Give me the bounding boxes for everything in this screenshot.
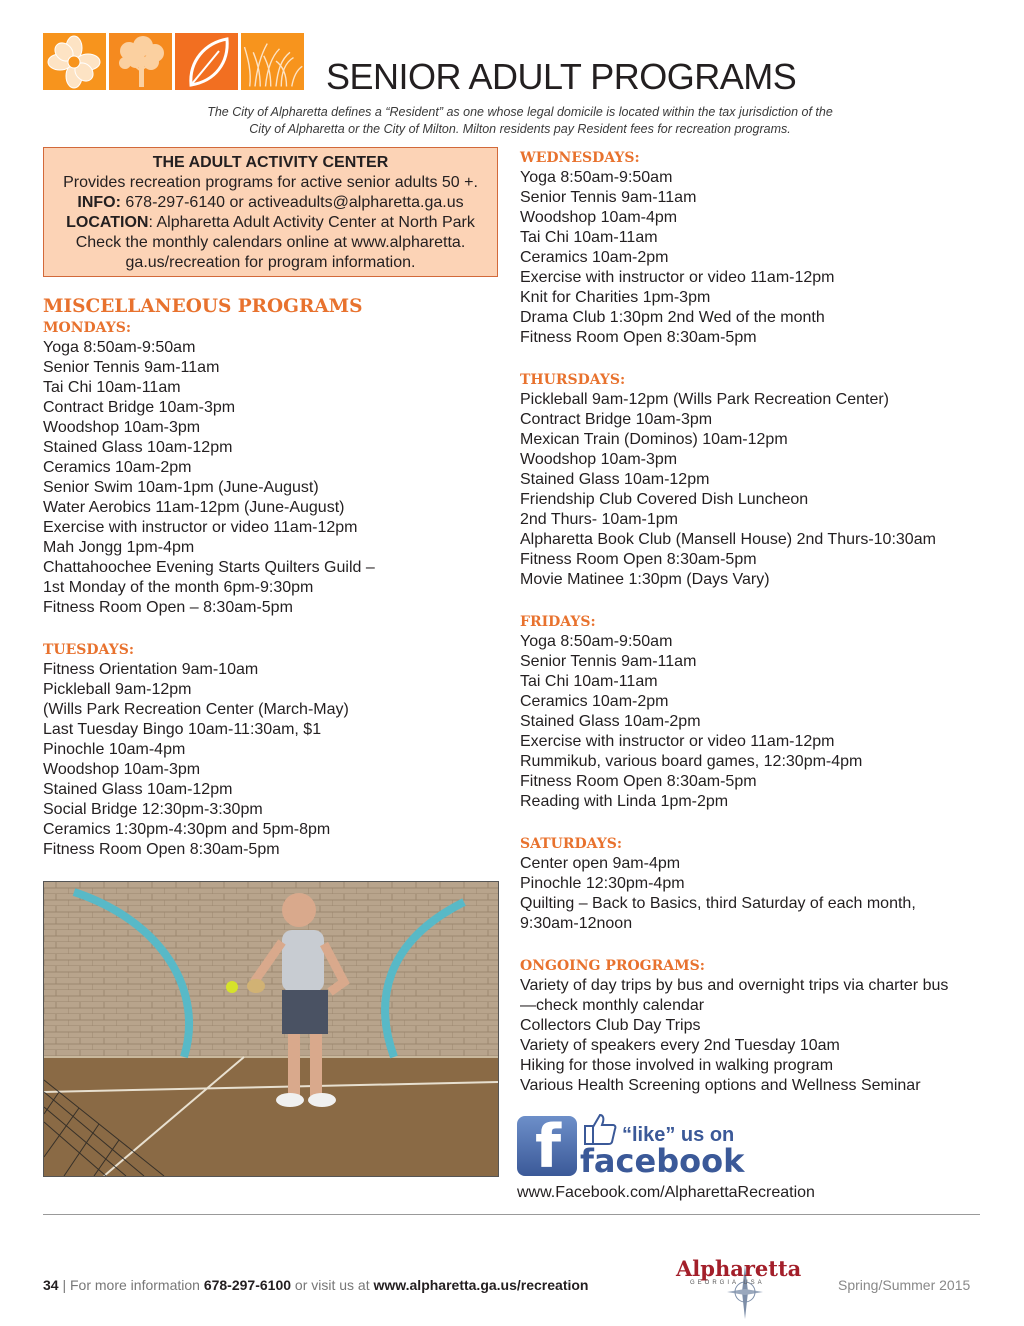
info-box-line: Check the monthly calendars online at www.alpharetta.: [75, 234, 466, 251]
mondays-heading: MONDAYS:: [43, 320, 132, 336]
location-label: LOCATION: [66, 214, 149, 231]
program-item: Woodshop 10am-4pm: [520, 209, 678, 226]
footer-visit: or visit us at: [291, 1277, 374, 1293]
footer-more-info: For more information: [70, 1277, 204, 1293]
program-item: Knit for Charities 1pm-3pm: [520, 289, 711, 306]
program-item: Contract Bridge 10am-3pm: [43, 399, 236, 416]
program-item: Fitness Room Open 8:30am-5pm: [520, 329, 757, 346]
program-item: Chattahoochee Evening Starts Quilters Guild –: [43, 559, 375, 576]
program-item: Pinochle 12:30pm-4pm: [520, 875, 685, 892]
program-item: Various Health Screening options and Wellness Seminar: [520, 1077, 921, 1094]
program-item: Fitness Room Open 8:30am-5pm: [520, 773, 757, 790]
program-item: Friendship Club Covered Dish Luncheon: [520, 491, 809, 508]
program-item: Movie Matinee 1:30pm (Days Vary): [520, 571, 770, 588]
tree-icon: [109, 33, 172, 90]
facebook-logo[interactable]: [517, 1112, 577, 1182]
program-item: Collectors Club Day Trips: [520, 1017, 701, 1034]
footer-url[interactable]: www.alpharetta.ga.us/recreation: [373, 1277, 589, 1293]
mondays-list: [43, 338, 375, 618]
footer-divider: [43, 1214, 980, 1215]
footer-separator: |: [58, 1277, 70, 1293]
program-item: Last Tuesday Bingo 10am-11:30am, $1: [43, 721, 322, 738]
program-item: Woodshop 10am-3pm: [43, 761, 201, 778]
info-text: 678-297-6140 or activeadults@alpharetta.ga.us: [120, 194, 464, 211]
program-item: Ceramics 10am-2pm: [520, 249, 669, 266]
info-box-title: THE ADULT ACTIVITY CENTER: [152, 154, 389, 171]
thursdays-list: [520, 390, 948, 590]
program-item: Fitness Room Open – 8:30am-5pm: [43, 599, 293, 616]
saturdays-heading: SATURDAYS:: [520, 836, 623, 852]
location-text: : Alpharetta Adult Activity Center at North Park: [148, 214, 475, 231]
tuesdays-list: [43, 660, 375, 860]
facebook-url[interactable]: www.Facebook.com/AlpharettaRecreation: [517, 1184, 815, 1201]
program-item: Variety of speakers every 2nd Tuesday 10am: [520, 1037, 840, 1054]
thumbs-up-icon: [583, 1112, 617, 1146]
program-item: Drama Club 1:30pm 2nd Wed of the month: [520, 309, 825, 326]
program-item: Pickleball 9am-12pm (Wills Park Recreation Center): [520, 391, 890, 408]
leaf-icon: [175, 33, 238, 90]
info-box-line: Provides recreation programs for active senior adults 50 +.: [63, 174, 478, 191]
program-item: Stained Glass 10am-12pm: [43, 439, 233, 456]
program-item: Social Bridge 12:30pm-3:30pm: [43, 801, 263, 818]
program-item: Mexican Train (Dominos) 10am-12pm: [520, 431, 788, 448]
program-item: Senior Tennis 9am-11am: [520, 189, 697, 206]
ongoing-list: [520, 976, 948, 1096]
program-item: Rummikub, various board games, 12:30pm-4pm: [520, 753, 863, 770]
saturdays-list: [520, 854, 948, 934]
program-item: Stained Glass 10am-12pm: [43, 781, 233, 798]
program-item: Senior Tennis 9am-11am: [520, 653, 697, 670]
program-item: Yoga 8:50am-9:50am: [520, 169, 673, 186]
info-box-line: ga.us/recreation for program information.: [125, 254, 416, 271]
season-label: Spring/Summer 2015: [838, 1277, 971, 1293]
program-item: Water Aerobics 11am-12pm (June-August): [43, 499, 345, 516]
adult-activity-center-box: [43, 147, 498, 277]
program-item: Tai Chi 10am-11am: [520, 229, 658, 246]
program-item: Reading with Linda 1pm-2pm: [520, 793, 729, 810]
program-item: 2nd Thurs- 10am-1pm: [520, 511, 678, 528]
program-item: Quilting – Back to Basics, third Saturday of each month,: [520, 895, 916, 912]
program-item: Exercise with instructor or video 11am-12pm: [43, 519, 358, 536]
pickleball-photo: [43, 881, 499, 1177]
alpharetta-logo: Alpharetta: [676, 1256, 802, 1281]
program-item: Exercise with instructor or video 11am-12pm: [520, 269, 835, 286]
program-item: 1st Monday of the month 6pm-9:30pm: [43, 579, 314, 596]
program-item: Exercise with instructor or video 11am-12pm: [520, 733, 835, 750]
misc-programs-heading: MISCELLANEOUS PROGRAMS: [43, 296, 363, 317]
program-item: Alpharetta Book Club (Mansell House) 2nd Thurs-10:30am: [520, 531, 936, 548]
program-item: Senior Swim 10am-1pm (June-August): [43, 479, 319, 496]
resident-note-line: The City of Alpharetta defines a “Resident” as one whose legal domicile is located within the tax jurisdiction of the: [207, 105, 833, 119]
program-item: Stained Glass 10am-12pm: [520, 471, 710, 488]
thursdays-heading: THURSDAYS:: [520, 372, 626, 388]
grass-icon: [241, 33, 304, 90]
program-item: Yoga 8:50am-9:50am: [520, 633, 673, 650]
program-item: Variety of day trips by bus and overnight trips via charter bus: [520, 977, 949, 994]
fridays-heading: FRIDAYS:: [520, 614, 596, 630]
info-label: INFO:: [77, 194, 121, 211]
program-item: Hiking for those involved in walking program: [520, 1057, 834, 1074]
program-item: Fitness Room Open 8:30am-5pm: [520, 551, 757, 568]
program-item: Ceramics 10am-2pm: [43, 459, 192, 476]
program-item: Senior Tennis 9am-11am: [43, 359, 220, 376]
page-title: SENIOR ADULT PROGRAMS: [326, 56, 797, 97]
page-number: 34: [43, 1277, 59, 1293]
wednesdays-list: [520, 168, 948, 348]
alpharetta-logo-subtitle: GEORGIA USA: [690, 1280, 765, 1286]
program-item: Fitness Orientation 9am-10am: [43, 661, 259, 678]
facebook-logo-letter: f: [535, 1112, 562, 1182]
program-item: Fitness Room Open 8:30am-5pm: [43, 841, 280, 858]
left-column: [43, 296, 375, 860]
program-item: Pinochle 10am-4pm: [43, 741, 186, 758]
program-item: Ceramics 10am-2pm: [520, 693, 669, 710]
footer-text: [43, 1277, 588, 1293]
like-us-text: “like” us on: [622, 1124, 735, 1146]
program-item: (Wills Park Recreation Center (March-May): [43, 701, 349, 718]
program-item: 9:30am-12noon: [520, 915, 633, 932]
program-item: Ceramics 1:30pm-4:30pm and 5pm-8pm: [43, 821, 331, 838]
program-item: Mah Jongg 1pm-4pm: [43, 539, 195, 556]
resident-note-line: City of Alpharetta or the City of Milton. Milton residents pay Resident fees for recreation programs.: [249, 122, 791, 136]
footer-phone: 678-297-6100: [203, 1277, 292, 1293]
program-item: Contract Bridge 10am-3pm: [520, 411, 713, 428]
program-item: Tai Chi 10am-11am: [520, 673, 658, 690]
wednesdays-heading: WEDNESDAYS:: [520, 150, 640, 166]
facebook-wordmark: facebook: [580, 1142, 745, 1180]
tuesdays-heading: TUESDAYS:: [43, 642, 134, 658]
flower-icon: [43, 33, 106, 90]
resident-note: [120, 104, 920, 138]
program-item: Stained Glass 10am-2pm: [520, 713, 701, 730]
program-item: Woodshop 10am-3pm: [520, 451, 678, 468]
fridays-list: [520, 632, 948, 812]
program-item: —check monthly calendar: [520, 997, 705, 1014]
program-item: Pickleball 9am-12pm: [43, 681, 192, 698]
program-item: Center open 9am-4pm: [520, 855, 681, 872]
program-item: Yoga 8:50am-9:50am: [43, 339, 196, 356]
ongoing-heading: ONGOING PROGRAMS:: [520, 958, 705, 974]
right-column: [520, 148, 948, 1096]
program-item: Woodshop 10am-3pm: [43, 419, 201, 436]
program-item: Tai Chi 10am-11am: [43, 379, 181, 396]
